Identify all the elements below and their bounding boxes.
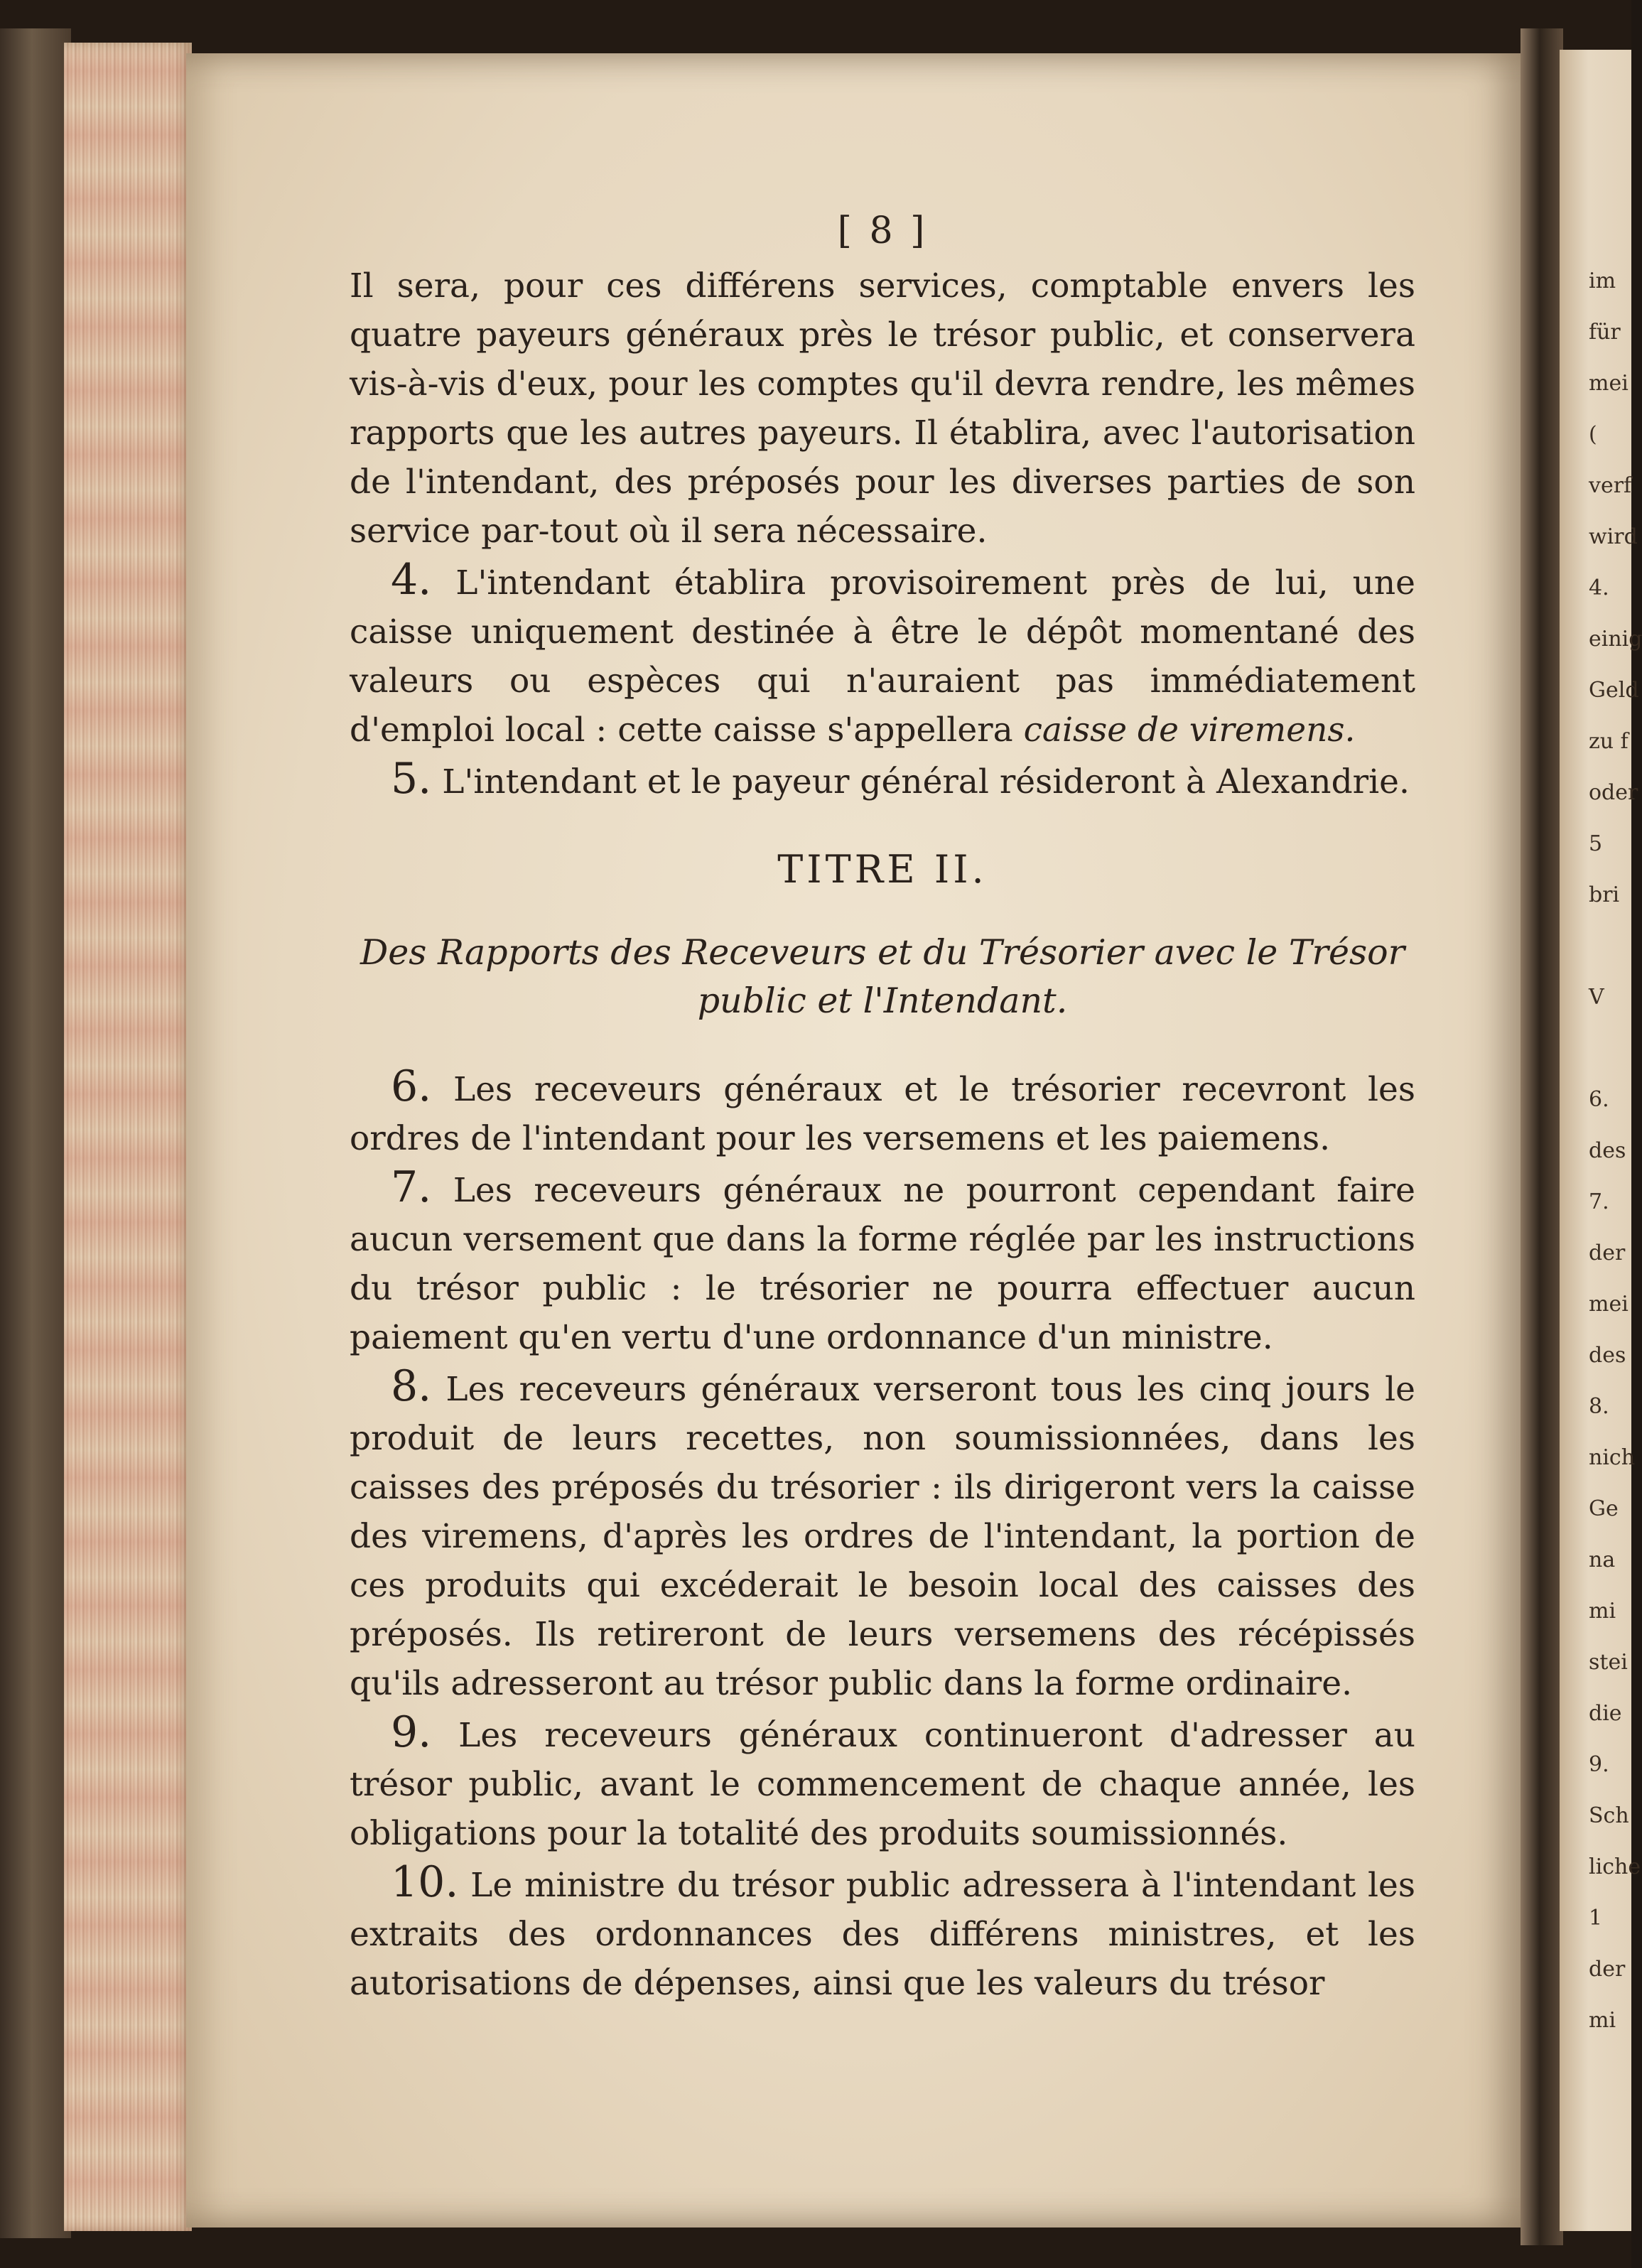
facing-page-fragment <box>1589 1023 1631 1074</box>
facing-page-fragment: V <box>1589 985 1604 1010</box>
article-number: 5. <box>391 754 432 804</box>
facing-page-fragment: der <box>1589 1241 1626 1265</box>
facing-page-fragment: 8. <box>1589 1394 1609 1419</box>
facing-page-fragment: für <box>1589 320 1621 345</box>
book-gutter <box>1521 28 1563 2245</box>
paragraph-text: Il sera, pour ces différens services, comptable envers les quatre payeurs généraux près le trésor public, et conservera vis-à-vis d'eux, pour les comptes qu'il devra rendre, les mêmes rapports que les autres payeurs. Il établira, avec l'autorisation de l'intendant, des préposés pour les diverses parties de son service par-tout où il sera nécessaire. <box>350 266 1415 551</box>
facing-page-fragment: mi <box>1589 2008 1616 2033</box>
facing-page-fragment: wird <box>1589 524 1638 549</box>
facing-page-fragment: nich <box>1589 1445 1636 1470</box>
article-text: Les receveurs généraux ne pourront cependant faire aucun versement que dans la forme réglée par les instructions du trésor public : le trésorier ne pourra effectuer aucun paiement qu'en vertu d'une ordonnance d'un ministre. <box>350 1171 1415 1357</box>
facing-page-fragment: 5 <box>1589 831 1603 856</box>
article-5 <box>350 755 1415 806</box>
article-7 <box>350 1163 1415 1362</box>
section-title: TITRE II. <box>777 847 988 892</box>
article-number: 9. <box>391 1707 432 1757</box>
article-text: Les receveurs généraux continueront d'adresser au trésor public, avant le commencement de chaque année, les obligations pour la totalité des produits soumissionnés. <box>350 1716 1415 1853</box>
article-number: 10. <box>391 1857 459 1907</box>
facing-page-fragment: zu f <box>1589 729 1629 754</box>
article-8 <box>350 1362 1415 1708</box>
book-binding <box>0 28 71 2238</box>
facing-page-fragment: 6. <box>1589 1087 1609 1112</box>
facing-page-fragment: ( <box>1589 422 1597 447</box>
page-edges <box>64 43 192 2231</box>
facing-page-fragment: im <box>1589 269 1616 293</box>
facing-page-fragment: mei <box>1589 371 1629 396</box>
article-italic-term: caisse de viremens. <box>1023 711 1356 750</box>
article-number: 4. <box>391 555 432 605</box>
article-number: 6. <box>391 1062 432 1111</box>
facing-page-fragment: 9. <box>1589 1752 1609 1777</box>
article-number: 8. <box>391 1361 432 1411</box>
facing-page-fragment: die <box>1589 1701 1622 1726</box>
facing-page-fragment: mei <box>1589 1292 1629 1317</box>
facing-page-fragment: Ge <box>1589 1496 1619 1521</box>
article-6 <box>350 1062 1415 1163</box>
article-10 <box>350 1858 1415 2008</box>
facing-page-fragment: des <box>1589 1138 1626 1163</box>
facing-page-fragment <box>1589 921 1631 972</box>
facing-page-fragment: bri <box>1589 882 1620 907</box>
page-number: [ 8 ] <box>837 210 928 252</box>
facing-page-fragment: des <box>1589 1343 1626 1368</box>
section-subtitle: Des Rapports des Receveurs et du Trésorier avec le Trésor public et l'Intendant. <box>360 932 1405 1021</box>
facing-page-fragment: stei <box>1589 1650 1628 1675</box>
article-text: L'intendant et le payeur général résideront à Alexandrie. <box>442 762 1410 801</box>
facing-page-fragment: na <box>1589 1548 1616 1572</box>
facing-page-fragment: liche <box>1589 1854 1641 1879</box>
facing-page-fragment: der <box>1589 1957 1626 1982</box>
facing-page-fragment: Geld <box>1589 678 1639 703</box>
article-text: Les receveurs généraux et le trésorier recevront les ordres de l'intendant pour les versemens et les paiemens. <box>350 1070 1415 1158</box>
article-text: L'intendant établira provisoirement près de lui, une caisse uniquement destinée à être le dépôt momentané des valeurs ou espèces qui n'auraient pas immédiatement d'emploi local : cette caisse s'appellera <box>350 563 1415 750</box>
article-text: Le ministre du trésor public adressera à l'intendant les extraits des ordonnances des différens ministres, et les autorisations de dépenses, ainsi que les valeurs du trésor <box>350 1866 1415 2003</box>
article-number: 7. <box>391 1162 432 1212</box>
facing-page-fragment: 1 <box>1589 1906 1603 1930</box>
paragraph-continuation <box>350 261 1415 556</box>
facing-page-fragment: mi <box>1589 1599 1616 1624</box>
facing-page-fragment: oder <box>1589 780 1638 805</box>
facing-page-text <box>1589 256 1642 2046</box>
facing-page-fragment: verf <box>1589 473 1632 498</box>
facing-page-fragment: 7. <box>1589 1189 1609 1214</box>
facing-page-fragment: einig <box>1589 627 1642 652</box>
facing-page-fragment: 4. <box>1589 576 1609 600</box>
article-text: Les receveurs généraux verseront tous les cinq jours le produit de leurs recettes, non soumissionnées, dans les caisses des préposés du trésorier : ils dirigeront vers la caisse des viremens, d'après les ordres de l'intendant, la portion de ces produits qui excéderait le besoin local des caisses des préposés. Ils retireront de leurs versemens des récépissés qu'ils adresseront au trésor public dans la forme ordinaire. <box>350 1370 1415 1703</box>
article-9 <box>350 1708 1415 1858</box>
article-4 <box>350 556 1415 755</box>
facing-page-fragment: Sch <box>1589 1803 1629 1828</box>
page-text <box>350 206 1415 2008</box>
